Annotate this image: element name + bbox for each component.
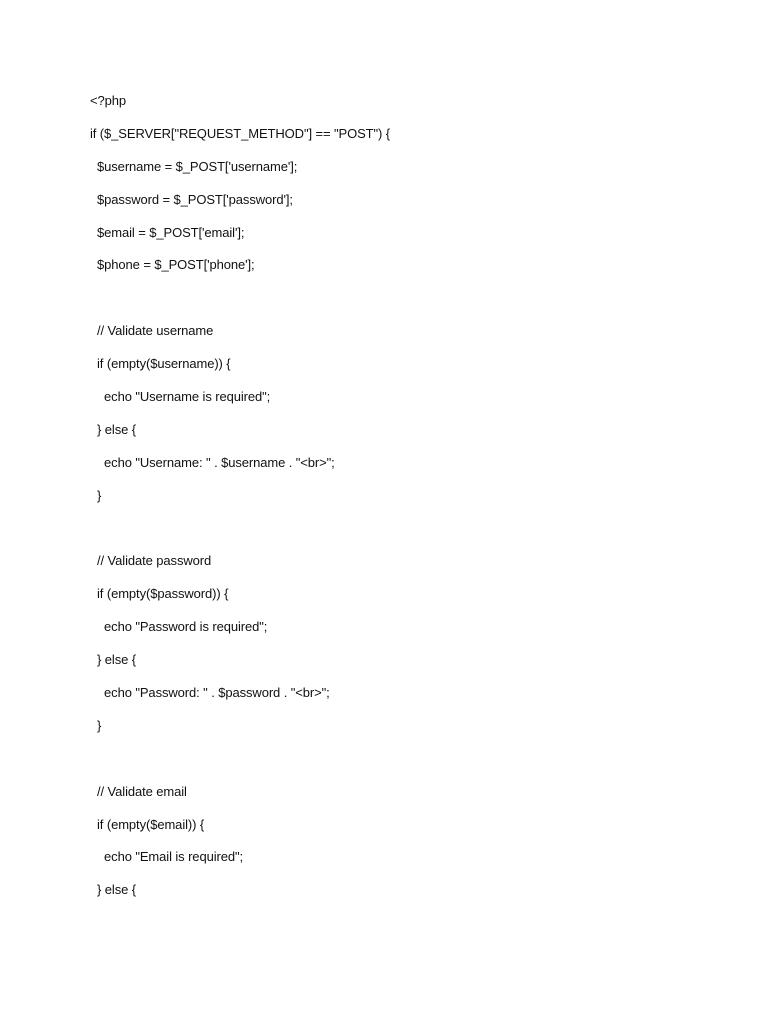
code-line: $email = $_POST['email']; xyxy=(90,224,245,240)
code-line: echo "Password is required"; xyxy=(90,619,268,635)
code-comment: // Validate username xyxy=(90,323,214,339)
blank-line xyxy=(90,749,390,782)
code-line: echo "Username is required"; xyxy=(90,389,271,405)
code-line: echo "Email is required"; xyxy=(90,849,244,865)
code-line: if ($_SERVER["REQUEST_METHOD"] == "POST") { xyxy=(90,125,390,141)
code-line: echo "Password: " . $password . "<br>"; xyxy=(90,685,330,701)
code-line: } xyxy=(90,717,102,733)
code-comment: // Validate password xyxy=(90,553,212,569)
code-line: $password = $_POST['password']; xyxy=(90,191,293,207)
code-line: <?php xyxy=(90,93,127,108)
code-line: $username = $_POST['username']; xyxy=(90,158,298,174)
code-line: if (empty($email)) { xyxy=(90,816,205,832)
code-line: } else { xyxy=(90,882,136,898)
code-line: } else { xyxy=(90,652,136,668)
code-line: if (empty($password)) { xyxy=(90,586,229,602)
blank-line xyxy=(90,519,390,552)
code-line: echo "Username: " . $username . "<br>"; xyxy=(90,454,335,470)
code-line: } xyxy=(90,487,102,503)
code-line: } else { xyxy=(90,421,136,437)
blank-line xyxy=(90,288,390,321)
code-listing xyxy=(90,91,390,913)
code-line: if (empty($username)) { xyxy=(90,356,231,372)
code-line: $phone = $_POST['phone']; xyxy=(90,257,255,273)
code-comment: // Validate email xyxy=(90,783,187,799)
